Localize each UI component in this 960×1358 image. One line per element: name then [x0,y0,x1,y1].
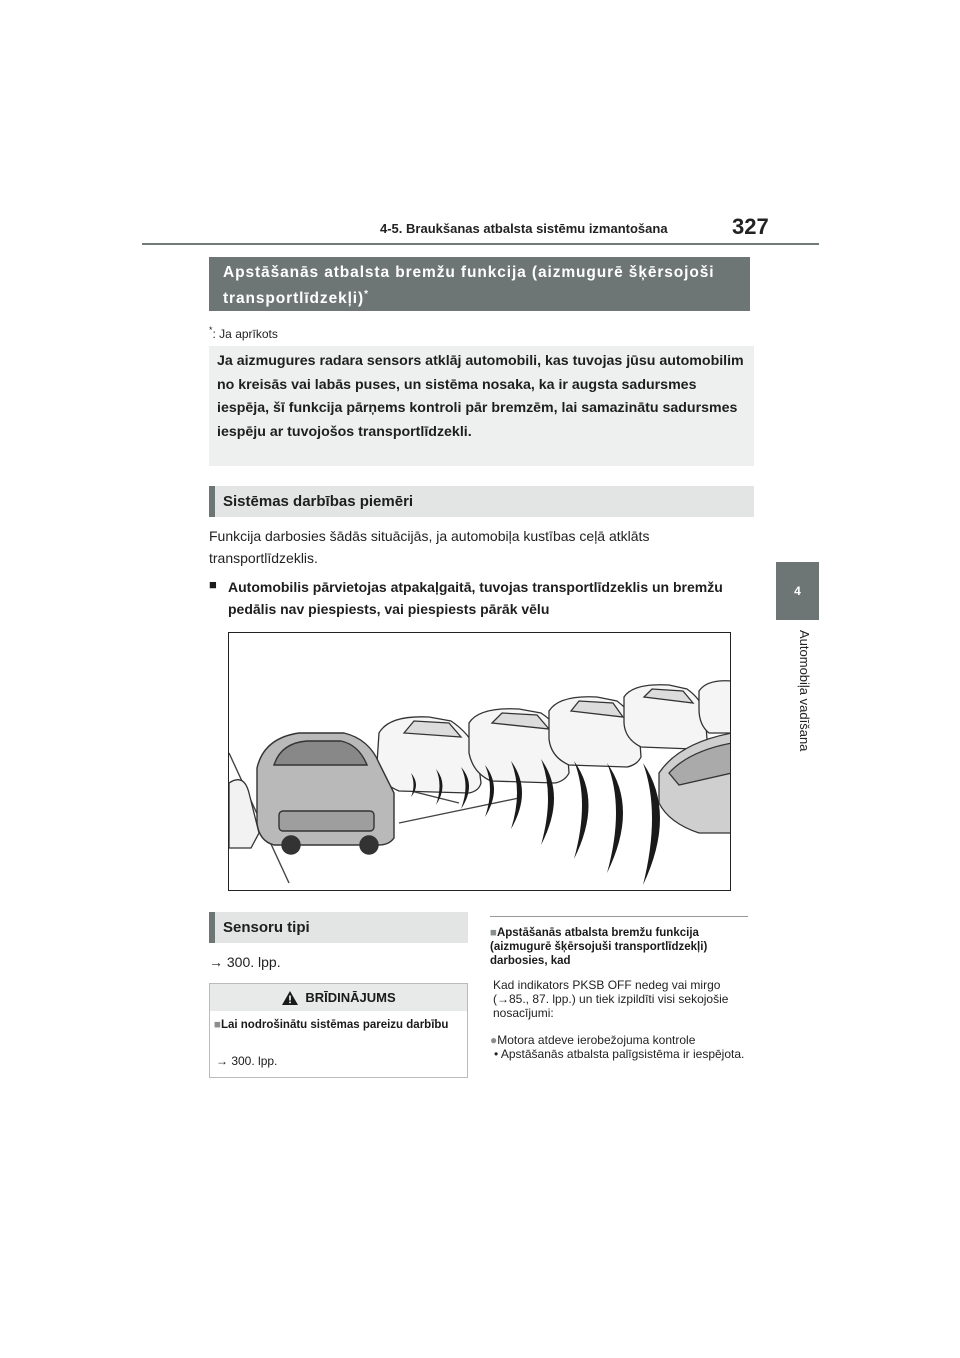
examples-body: Funkcija darbosies šādās situācijās, ja automobiļa kustības ceļā atklāts transportlīdzeklis. [209,528,650,566]
footnote-text: : Ja aprīkots [212,327,278,341]
operation-conditions-heading [490,926,750,968]
page-number: 327 [732,214,769,239]
operation-conditions-text: Kad indikators PKSB OFF nedeg vai mirgo (→85., 87. lpp.) un tiek izpildīti visi sekojošie nosacījumi: [493,978,729,1020]
section-title-examples [209,486,754,517]
header-rule [142,243,819,245]
operation-heading-text: Apstāšanās atbalsta bremžu funkcija (aizmugurē šķērsojuši transportlīdzekļi) darbosies, kad [490,927,708,967]
warning-bullet-marker: ■ [214,1019,221,1031]
right-column-rule [490,916,748,917]
footnote-mark: * [209,325,213,335]
footnote [209,325,278,341]
warning-header [209,983,468,1011]
warning-heading: BRĪDINĀJUMS [305,990,396,1005]
chapter-tab[interactable]: 4 [776,562,819,620]
section-title-main [209,257,750,311]
section-sensors-label: Sensoru tipi [223,919,310,936]
section-title-sensors [209,912,468,943]
intro-box: Ja aizmugures radara sensors atklāj automobili, kas tuvojas jūsu automobilim no kreisās vai labās puses, un sistēma nosaka, ka ir augsta sadursmes iespēja, šī funkcija pārņems kontroli pār bremzēm, lai samazinātu sadursmes iespēju ar tuvojošos transportlīdzekli. [209,346,754,466]
section-examples-label: Sistēmas darbības piemēri [223,493,414,510]
chapter-tab-label: Automobiļa vadīšana [797,630,812,752]
square-bullet: ■ [209,577,217,592]
condition-item [490,1033,750,1047]
warning-bullet [214,1018,464,1032]
operation-heading-marker: ■ [490,927,497,939]
illustration-reversing-cross-traffic [228,632,731,891]
condition-subitem-text: Apstāšanās atbalsta palīgsistēma ir iespējota. [500,1047,745,1061]
sensors-page-reference[interactable]: → 300. lpp. [209,954,281,970]
condition-subitem-marker: • [494,1047,499,1061]
condition-item-text: Motora atdeve ierobežojuma kontrole [497,1033,696,1047]
condition-item-marker: ● [490,1033,498,1047]
warning-page-reference[interactable]: → 300. lpp. [216,1054,278,1068]
examples-bullet: Automobilis pārvietojas atpakaļgaitā, tuvojas transportlīdzeklis un bremžu pedālis nav piespiests, vai piespiests pārāk vēlu [228,579,723,617]
section-title-text: Apstāšanās atbalsta bremžu funkcija (aizmugurē šķērsojoši transportlīdzekļi) [223,264,715,308]
chapter-title: 4-5. Braukšanas atbalsta sistēmu izmantošana [380,221,668,236]
condition-subitem [494,1047,750,1061]
warning-triangle-icon [281,990,299,1006]
parking-lot-illustration [229,633,731,891]
section-title-mark: * [364,289,369,300]
warning-bullet-text: Lai nodrošinātu sistēmas pareizu darbību [220,1019,449,1031]
